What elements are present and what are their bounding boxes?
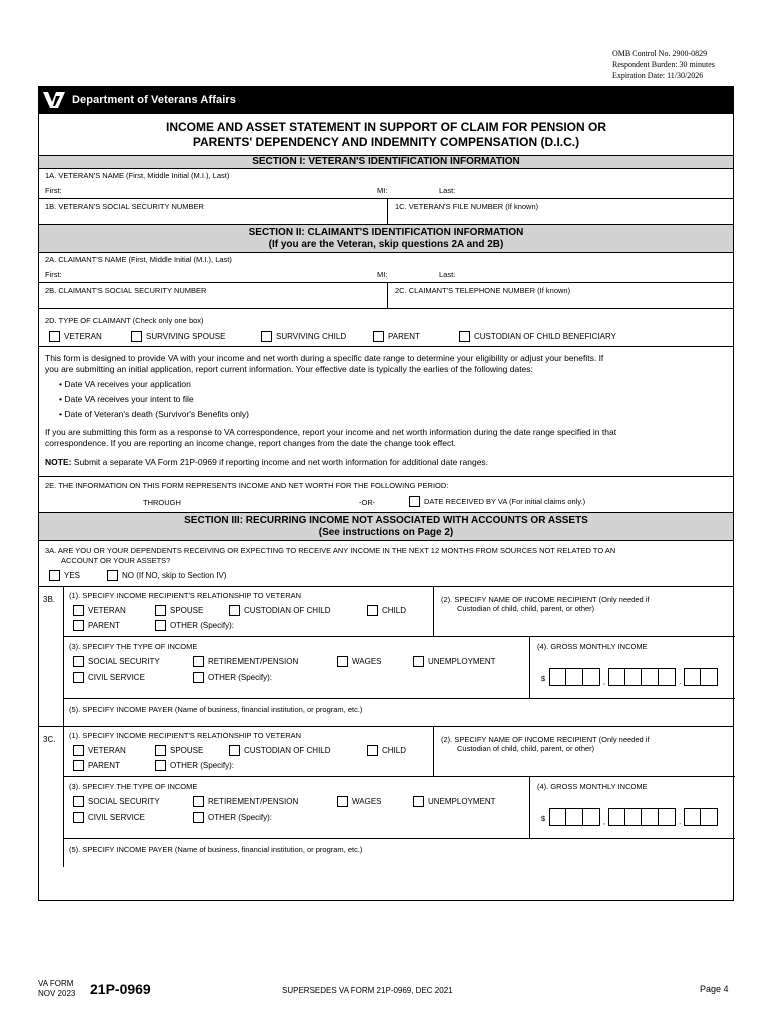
checkbox[interactable] xyxy=(409,496,420,507)
digit-box[interactable] xyxy=(701,808,718,826)
bullet-intent: • Date VA receives your intent to file xyxy=(59,394,194,404)
relationship-label: (1). SPECIFY INCOME RECIPIENT'S RELATIONSHIP TO VETERAN xyxy=(69,591,302,600)
checkbox[interactable] xyxy=(49,570,60,581)
info-line2: you are submitting an initial application, report current information. Your effective date is typically the earlies of the following dates: xyxy=(45,364,533,374)
checkbox[interactable] xyxy=(155,605,166,616)
info-line4: correspondence. If you are reporting an income change, report changes from the date the change took effect. xyxy=(45,438,456,448)
recipient-name-label2: Custodian of child, child, parent, or other) xyxy=(457,744,595,753)
income-entry xyxy=(39,727,733,867)
digit-box[interactable] xyxy=(608,808,625,826)
entry-number: 3C. xyxy=(43,735,56,744)
section2-title: SECTION II: CLAIMANT'S IDENTIFICATION INFORMATION xyxy=(248,227,524,238)
q1b-label: 1B. VETERAN'S SOCIAL SECURITY NUMBER xyxy=(45,202,204,211)
agency-name: Department of Veterans Affairs xyxy=(72,94,236,106)
checkbox[interactable] xyxy=(107,570,118,581)
form-title xyxy=(39,114,733,156)
rel-veteran[interactable]: VETERAN xyxy=(73,605,126,616)
checkbox[interactable] xyxy=(229,745,240,756)
rel-parent[interactable]: PARENT xyxy=(73,620,120,631)
checkbox[interactable] xyxy=(131,331,142,342)
claimant-type-surviving-spouse[interactable]: SURVIVING SPOUSE xyxy=(131,331,225,342)
through-label: THROUGH xyxy=(143,498,181,507)
claimant-type-surviving-child[interactable]: SURVIVING CHILD xyxy=(261,331,346,342)
checkbox[interactable] xyxy=(459,331,470,342)
claimant-mi-label: MI: xyxy=(377,270,388,279)
divider xyxy=(387,199,388,224)
digit-box[interactable] xyxy=(583,668,600,686)
q2e-label: 2E. THE INFORMATION ON THIS FORM REPRESENTS INCOME AND NET WORTH FOR THE FOLLOWING PERIOD: xyxy=(45,481,449,490)
relationship-label: (1). SPECIFY INCOME RECIPIENT'S RELATIONSHIP TO VETERAN xyxy=(69,731,302,740)
gross-income-input[interactable] xyxy=(549,808,718,826)
q2d-label: 2D. TYPE OF CLAIMANT (Check only one box) xyxy=(45,316,204,325)
omb-control-number: OMB Control No. 2900-0829 xyxy=(612,49,708,58)
q1a-veteran-name xyxy=(39,169,733,199)
digit-box[interactable] xyxy=(625,668,642,686)
section1-heading: SECTION I: VETERAN'S IDENTIFICATION INFORMATION xyxy=(39,156,733,169)
digit-box[interactable] xyxy=(566,668,583,686)
rel-child[interactable]: CHILD xyxy=(367,745,406,756)
q2c-label: 2C. CLAIMANT'S TELEPHONE NUMBER (If known) xyxy=(395,286,571,295)
rel-parent[interactable]: PARENT xyxy=(73,760,120,771)
checkbox[interactable] xyxy=(229,605,240,616)
checkbox[interactable] xyxy=(367,605,378,616)
checkbox[interactable] xyxy=(155,745,166,756)
supersedes-text: SUPERSEDES VA FORM 21P-0969, DEC 2021 xyxy=(282,986,453,995)
rel-other[interactable]: OTHER (Specify): xyxy=(155,760,234,771)
note-text: Submit a separate VA Form 21P-0969 if reporting income and net worth information for additional date ranges. xyxy=(71,457,489,467)
gross-income-input[interactable] xyxy=(549,668,718,686)
q2a-claimant-name xyxy=(39,253,733,283)
claimant-last-label: Last: xyxy=(439,270,456,279)
checkbox[interactable] xyxy=(367,745,378,756)
rel-spouse[interactable]: SPOUSE xyxy=(155,745,203,756)
digit-box[interactable] xyxy=(625,808,642,826)
type-civil-service[interactable]: CIVIL SERVICE xyxy=(73,672,145,683)
type-unemployment[interactable]: UNEMPLOYMENT xyxy=(413,796,496,807)
q3a-yes[interactable]: YES xyxy=(49,570,80,581)
digit-box[interactable] xyxy=(642,668,659,686)
relationship-block xyxy=(63,587,735,637)
form-number: 21P-0969 xyxy=(90,981,151,997)
checkbox[interactable] xyxy=(193,796,204,807)
digit-box[interactable] xyxy=(583,808,600,826)
or-label: -OR- xyxy=(359,498,376,507)
checkbox[interactable] xyxy=(73,656,84,667)
divider xyxy=(433,727,434,776)
income-type-label: (3). SPECIFY THE TYPE OF INCOME xyxy=(69,642,198,651)
type-unemployment[interactable]: UNEMPLOYMENT xyxy=(413,656,496,667)
claimant-type-parent[interactable]: PARENT xyxy=(373,331,420,342)
form-body xyxy=(38,114,734,901)
rel-child[interactable]: CHILD xyxy=(367,605,406,616)
section2-subtitle: (If you are the Veteran, skip questions 2A and 2B) xyxy=(268,239,504,250)
rel-other[interactable]: OTHER (Specify): xyxy=(155,620,234,631)
q3a-row xyxy=(39,541,733,587)
income-type-block xyxy=(63,637,735,699)
income-payer-label: (5). SPECIFY INCOME PAYER (Name of business, financial institution, or program, etc.) xyxy=(69,845,363,854)
checkbox[interactable] xyxy=(373,331,384,342)
recipient-name-label2: Custodian of child, child, parent, or other) xyxy=(457,604,595,613)
type-other[interactable]: OTHER (Specify): xyxy=(193,812,272,823)
digit-box[interactable] xyxy=(684,668,701,686)
veteran-first-label: First: xyxy=(45,186,62,195)
type-social-security[interactable]: SOCIAL SECURITY xyxy=(73,796,160,807)
veteran-last-label: Last: xyxy=(439,186,456,195)
comma-separator: , xyxy=(603,817,606,826)
respondent-burden: Respondent Burden: 30 minutes xyxy=(612,60,715,69)
checkbox[interactable] xyxy=(73,760,84,771)
type-retirement[interactable]: RETIREMENT/PENSION xyxy=(193,796,298,807)
digit-box[interactable] xyxy=(659,808,676,826)
claimant-first-label: First: xyxy=(45,270,62,279)
dollar-sign: $ xyxy=(541,814,546,823)
checkbox[interactable] xyxy=(193,672,204,683)
q1a-label: 1A. VETERAN'S NAME (First, Middle Initial (M.I.), Last) xyxy=(45,171,230,180)
checkbox[interactable] xyxy=(413,796,424,807)
form-title-line1: INCOME AND ASSET STATEMENT IN SUPPORT OF CLAIM FOR PENSION OR xyxy=(165,120,606,134)
recipient-name-label1: (2). SPECIFY NAME OF INCOME RECIPIENT (Only needed if xyxy=(441,595,650,604)
q3a-label-line1: 3A. ARE YOU OR YOUR DEPENDENTS RECEIVING OR EXPECTING TO RECEIVE ANY INCOME IN THE NEXT 12 MONTHS FROM SOURCES NOT RELATED TO AN xyxy=(45,546,616,555)
digit-box[interactable] xyxy=(608,668,625,686)
dollar-sign: $ xyxy=(541,674,546,683)
va-form-label: VA FORM xyxy=(38,979,74,988)
bullet-death: • Date of Veteran's death (Survivor's Benefits only) xyxy=(59,409,250,419)
type-social-security[interactable]: SOCIAL SECURITY xyxy=(73,656,160,667)
rel-spouse[interactable]: SPOUSE xyxy=(155,605,203,616)
form-title-line2: PARENTS' DEPENDENCY AND INDEMNITY COMPENSATION (D.I.C.) xyxy=(192,135,580,149)
relationship-block xyxy=(63,727,735,777)
type-other[interactable]: OTHER (Specify): xyxy=(193,672,272,683)
rel-custodian[interactable]: CUSTODIAN OF CHILD xyxy=(229,605,331,616)
gross-income-label: (4). GROSS MONTHLY INCOME xyxy=(537,642,648,651)
q3a-no[interactable]: NO (If NO, skip to Section IV) xyxy=(107,570,226,581)
digit-box[interactable] xyxy=(566,808,583,826)
note-label: NOTE: xyxy=(45,457,72,467)
checkbox[interactable] xyxy=(261,331,272,342)
entry-number: 3B. xyxy=(43,595,56,604)
rel-veteran[interactable]: VETERAN xyxy=(73,745,126,756)
income-type-block xyxy=(63,777,735,839)
info-line3: If you are submitting this form as a response to VA correspondence, report your income and net worth information during the date range specified in that xyxy=(45,427,617,437)
claimant-type-custodian[interactable]: CUSTODIAN OF CHILD BENEFICIARY xyxy=(459,331,616,342)
income-type-label: (3). SPECIFY THE TYPE OF INCOME xyxy=(69,782,198,791)
va-header-bar xyxy=(38,86,734,114)
divider xyxy=(387,283,388,308)
q2d-claimant-type xyxy=(39,309,733,347)
digit-box[interactable] xyxy=(549,808,566,826)
section3-title: SECTION III: RECURRING INCOME NOT ASSOCIATED WITH ACCOUNTS OR ASSETS xyxy=(184,515,588,526)
q1c-label: 1C. VETERAN'S FILE NUMBER (If known) xyxy=(395,202,539,211)
q3a-label-line2: ACCOUNT OR YOUR ASSETS? xyxy=(61,556,171,565)
checkbox[interactable] xyxy=(73,605,84,616)
comma-separator: , xyxy=(603,677,606,686)
omb-info xyxy=(612,48,715,81)
digit-box[interactable] xyxy=(549,668,566,686)
claimant-type-veteran[interactable]: VETERAN xyxy=(49,331,102,342)
checkbox[interactable] xyxy=(73,812,84,823)
q2a-label: 2A. CLAIMANT'S NAME (First, Middle Initial (M.I.), Last) xyxy=(45,255,232,264)
type-civil-service[interactable]: CIVIL SERVICE xyxy=(73,812,145,823)
divider xyxy=(529,637,530,698)
checkbox[interactable] xyxy=(337,796,348,807)
section3-heading xyxy=(39,513,733,541)
checkbox[interactable] xyxy=(193,812,204,823)
decimal-separator: . xyxy=(679,817,682,826)
checkbox[interactable] xyxy=(155,620,166,631)
digit-box[interactable] xyxy=(659,668,676,686)
checkbox[interactable] xyxy=(413,656,424,667)
rel-custodian[interactable]: CUSTODIAN OF CHILD xyxy=(229,745,331,756)
footer-form-label xyxy=(38,979,75,999)
income-entries xyxy=(39,587,733,867)
checkbox[interactable] xyxy=(73,796,84,807)
expiration-date: Expiration Date: 11/30/2026 xyxy=(612,71,704,80)
checkbox[interactable] xyxy=(193,656,204,667)
q2b-q2c-row xyxy=(39,283,733,309)
bullet-application: • Date VA receives your application xyxy=(59,379,191,389)
veteran-mi-label: MI: xyxy=(377,186,388,195)
instructions-block xyxy=(39,347,733,477)
digit-box[interactable] xyxy=(642,808,659,826)
recipient-name-label1: (2). SPECIFY NAME OF INCOME RECIPIENT (Only needed if xyxy=(441,735,650,744)
checkbox[interactable] xyxy=(49,331,60,342)
type-wages[interactable]: WAGES xyxy=(337,656,381,667)
decimal-separator: . xyxy=(679,677,682,686)
divider xyxy=(529,777,530,838)
date-received-option[interactable]: DATE RECEIVED BY VA (For initial claims only.) xyxy=(409,496,585,507)
section2-heading xyxy=(39,225,733,253)
gross-income-label: (4). GROSS MONTHLY INCOME xyxy=(537,782,648,791)
checkbox[interactable] xyxy=(73,745,84,756)
income-payer-label: (5). SPECIFY INCOME PAYER (Name of business, financial institution, or program, etc.) xyxy=(69,705,363,714)
digit-box[interactable] xyxy=(701,668,718,686)
type-retirement[interactable]: RETIREMENT/PENSION xyxy=(193,656,298,667)
checkbox[interactable] xyxy=(337,656,348,667)
checkbox[interactable] xyxy=(155,760,166,771)
q2e-period xyxy=(39,477,733,513)
divider xyxy=(433,587,434,636)
type-wages[interactable]: WAGES xyxy=(337,796,381,807)
va-logo-icon xyxy=(42,90,66,110)
checkbox[interactable] xyxy=(73,620,84,631)
q1b-q1c-row xyxy=(39,199,733,225)
info-line1: This form is designed to provide VA with your income and net worth during a specific date range to determine your eligibility or adjust your benefits. If xyxy=(45,353,604,363)
digit-box[interactable] xyxy=(684,808,701,826)
note xyxy=(45,457,488,468)
section3-subtitle: (See instructions on Page 2) xyxy=(318,527,454,538)
q2b-label: 2B. CLAIMANT'S SOCIAL SECURITY NUMBER xyxy=(45,286,207,295)
form-date: NOV 2023 xyxy=(38,989,76,998)
income-entry xyxy=(39,587,733,727)
checkbox[interactable] xyxy=(73,672,84,683)
page-number: Page 4 xyxy=(700,984,729,994)
